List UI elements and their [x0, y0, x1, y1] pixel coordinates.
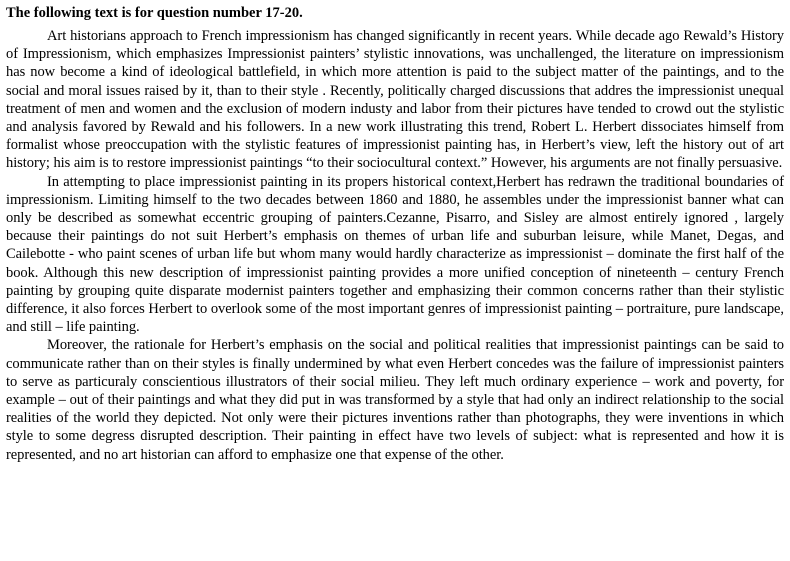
paragraph-2: In attempting to place impressionist painting in its propers historical context,Herbert has redrawn the traditional boundaries of impressionism. Limiting himself to the two decades between 1860 and 1880, he assembles under the impressionist banner what can only be described as somewhat eccentric grouping of painters.Cezanne, Pisarro, and Sisley are almost entirely ignored , largely because their paintings do not suit Herbert’s emphasis on themes of urban life and suburban leisure, while Manet, Degas, and Cailebotte - who paint scenes of urban life but whom many would hardly characterize as impressionist – dominate the first half of the book. Although this new description of impressionist painting provides a more unified conception of nineteenth – century French painting by grouping quite disparate modernist painters together and emphasizing their common concerns rather than their stylistic difference, it also forces Herbert to overlook some of the most important genres of impressionist painting – portraiture, pure landscape, and still – life painting. [6, 173, 784, 336]
question-heading: The following text is for question number 17-20. [6, 5, 303, 21]
paragraph-3: Moreover, the rationale for Herbert’s emphasis on the social and political realities that impressionist paintings can be said to communicate rather than on their styles is finally undermined by what even Herbert concedes was the failure of impressionist painters to serve as particuraly conscientious illustrators of their social milieu. They left much ordinary experience – work and poverty, for example – out of their paintings and what they did put in was transformed by a style that had only an indirect relationship to the social realities of the world they depicted. Not only were their pictures inventions rather than photographs, they were inventions in which style to some degress disrupted description. Their painting in effect have two levels of subject: what is represented and how it is represented, and no art historian can afford to emphasize one that expense of the other. [6, 337, 784, 463]
paragraph-1: Art historians approach to French impressionism has changed significantly in recent years. While decade ago Rewald’s History of Impressionism, which emphasizes Impressionist painters’ stylistic innovations, was unchallenged, the literature on impressionism has now become a kind of ideological battlefield, in which more attention is paid to the subject matter of the paintings, and to the social and moral issues raised by it, than to their style . Recently, politically charged discussions that addres the impressionist unequal treatment of men and women and the exclusion of modern industy and labor from their pictures have tended to crowd out the stylistic and analysis favored by Rewald and his followers. In a new work illustrating this trend, Robert L. Herbert dissociates himself from formalist whose preoccupation with the stylistic features of impressionist painting has, in Herbert’s view, left the history out of art history; his aim is to restore impressionist paintings “to their sociocultural context.” However, his arguments are not finally persuasive. [6, 28, 784, 172]
